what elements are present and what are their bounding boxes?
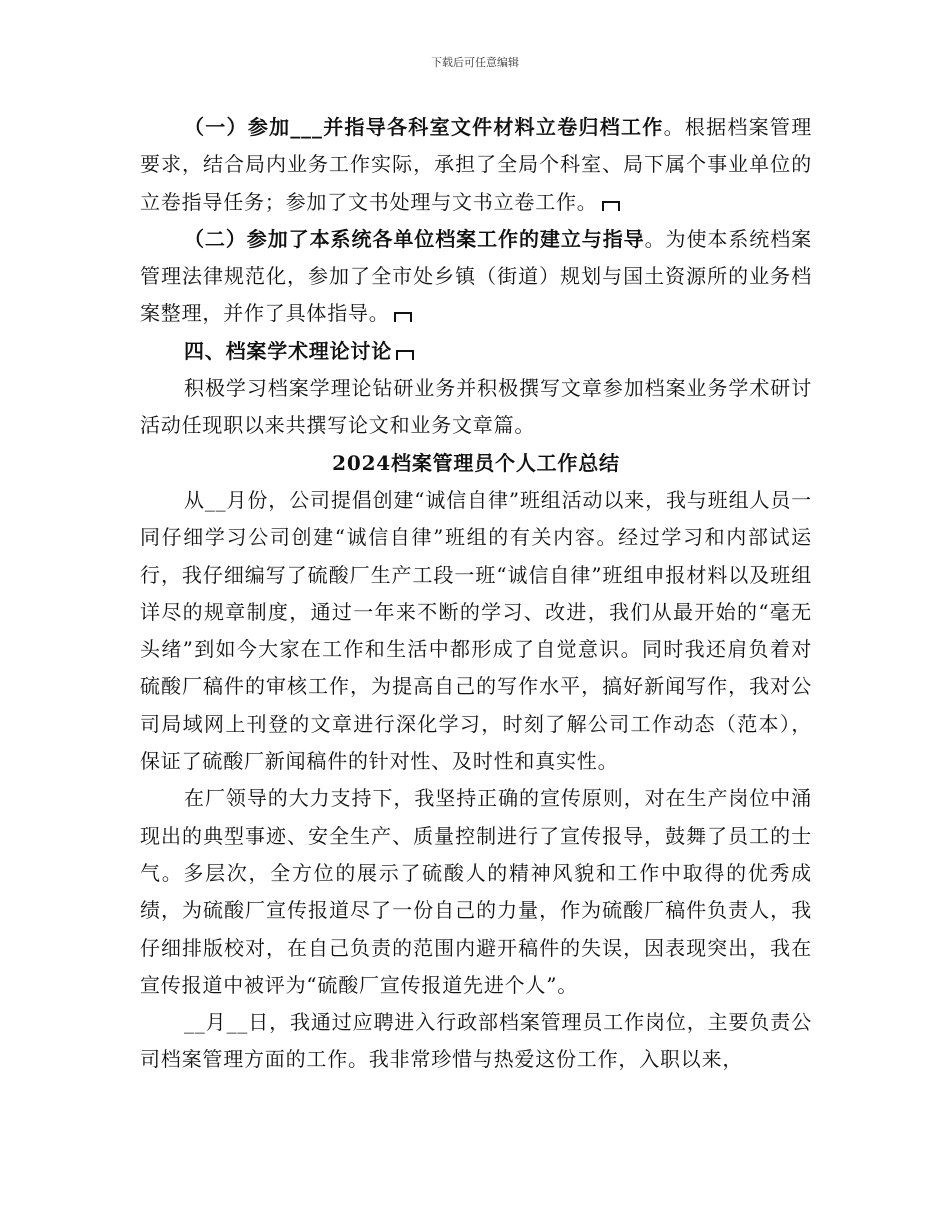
document-title: 2024档案管理员个人工作总结 <box>332 450 620 475</box>
page-header: 下载后可任意编辑 <box>431 56 519 69</box>
document-body <box>140 109 812 1079</box>
section-heading <box>140 333 812 370</box>
paragraph-5: 从__月份，公司提倡创建“诚信自律”班组活动以来，我与班组人员一同仔细学习公司创建“诚信自律”班组的有关内容。经过学习和内部试运行，我仔细编写了硫酸厂生产工段一班“诚信自律”班组申报材料以及班组详尽的规章制度，通过一年来不断的学习、改进，我们从最开始的“毫无头绪”到如今大家在工作和生活中都形成了自觉意识。同时我还肩负着对硫酸厂稿件的审核工作，为提高自己的写作水平，搞好新闻写作，我对公司局域网上刊登的文章进行深化学习，时刻了解公司工作动态（范本），保证了硫酸厂新闻稿件的针对性、及时性和真实性。 <box>140 487 812 774</box>
paragraph-1 <box>140 109 812 221</box>
paragraph-2-heading: （二）参加了本系统各单位档案工作的建立与指导 <box>184 226 645 251</box>
paragraph-6: 在厂领导的大力支持下，我坚持正确的宣传原则，对在生产岗位中涌现出的典型事迹、安全生产、质量控制进行了宣传报导，鼓舞了员工的士气。多层次，全方位的展示了硫酸人的精神风貌和工作中取得的优秀成绩，为硫酸厂宣传报道尽了一份自己的力量，作为硫酸厂稿件负责人，我仔细排版校对，在自己负责的范围内避开稿件的失误，因表现突出，我在宣传报道中被评为“硫酸厂宣传报道先进个人”。 <box>140 786 812 997</box>
paragraph-1-heading: （一）参加___并指导各科室文件材料立卷归档工作 <box>184 115 664 139</box>
paragraph-2 <box>140 221 812 333</box>
paragraph-mark-icon <box>396 350 414 360</box>
paragraph-mark-icon <box>602 201 620 211</box>
paragraph-mark-icon <box>394 312 412 322</box>
paragraph-2-text: 。为使本系统档案管理法律规范化，参加了全市处乡镇（街道）规划与国土资源所的业务档案整理，并作了具体指导。 <box>140 226 812 326</box>
paragraph-4: 积极学习档案学理论钻研业务并积极撰写文章参加档案业务学术研讨活动任现职以来共撰写论文和业务文章篇。 <box>140 376 812 438</box>
paragraph-1-text: 。根据档案管理要求，结合局内业务工作实际，承担了全局个科室、局下属个事业单位的立卷指导任务；参加了文书处理与文书立卷工作。 <box>140 115 812 214</box>
section-heading-text: 四、档案学术理论讨论 <box>184 338 392 363</box>
paragraph-7: __月__日，我通过应聘进入行政部档案管理员工作岗位，主要负责公司档案管理方面的工作。我非常珍惜与热爱这份工作，入职以来， <box>140 1010 812 1072</box>
